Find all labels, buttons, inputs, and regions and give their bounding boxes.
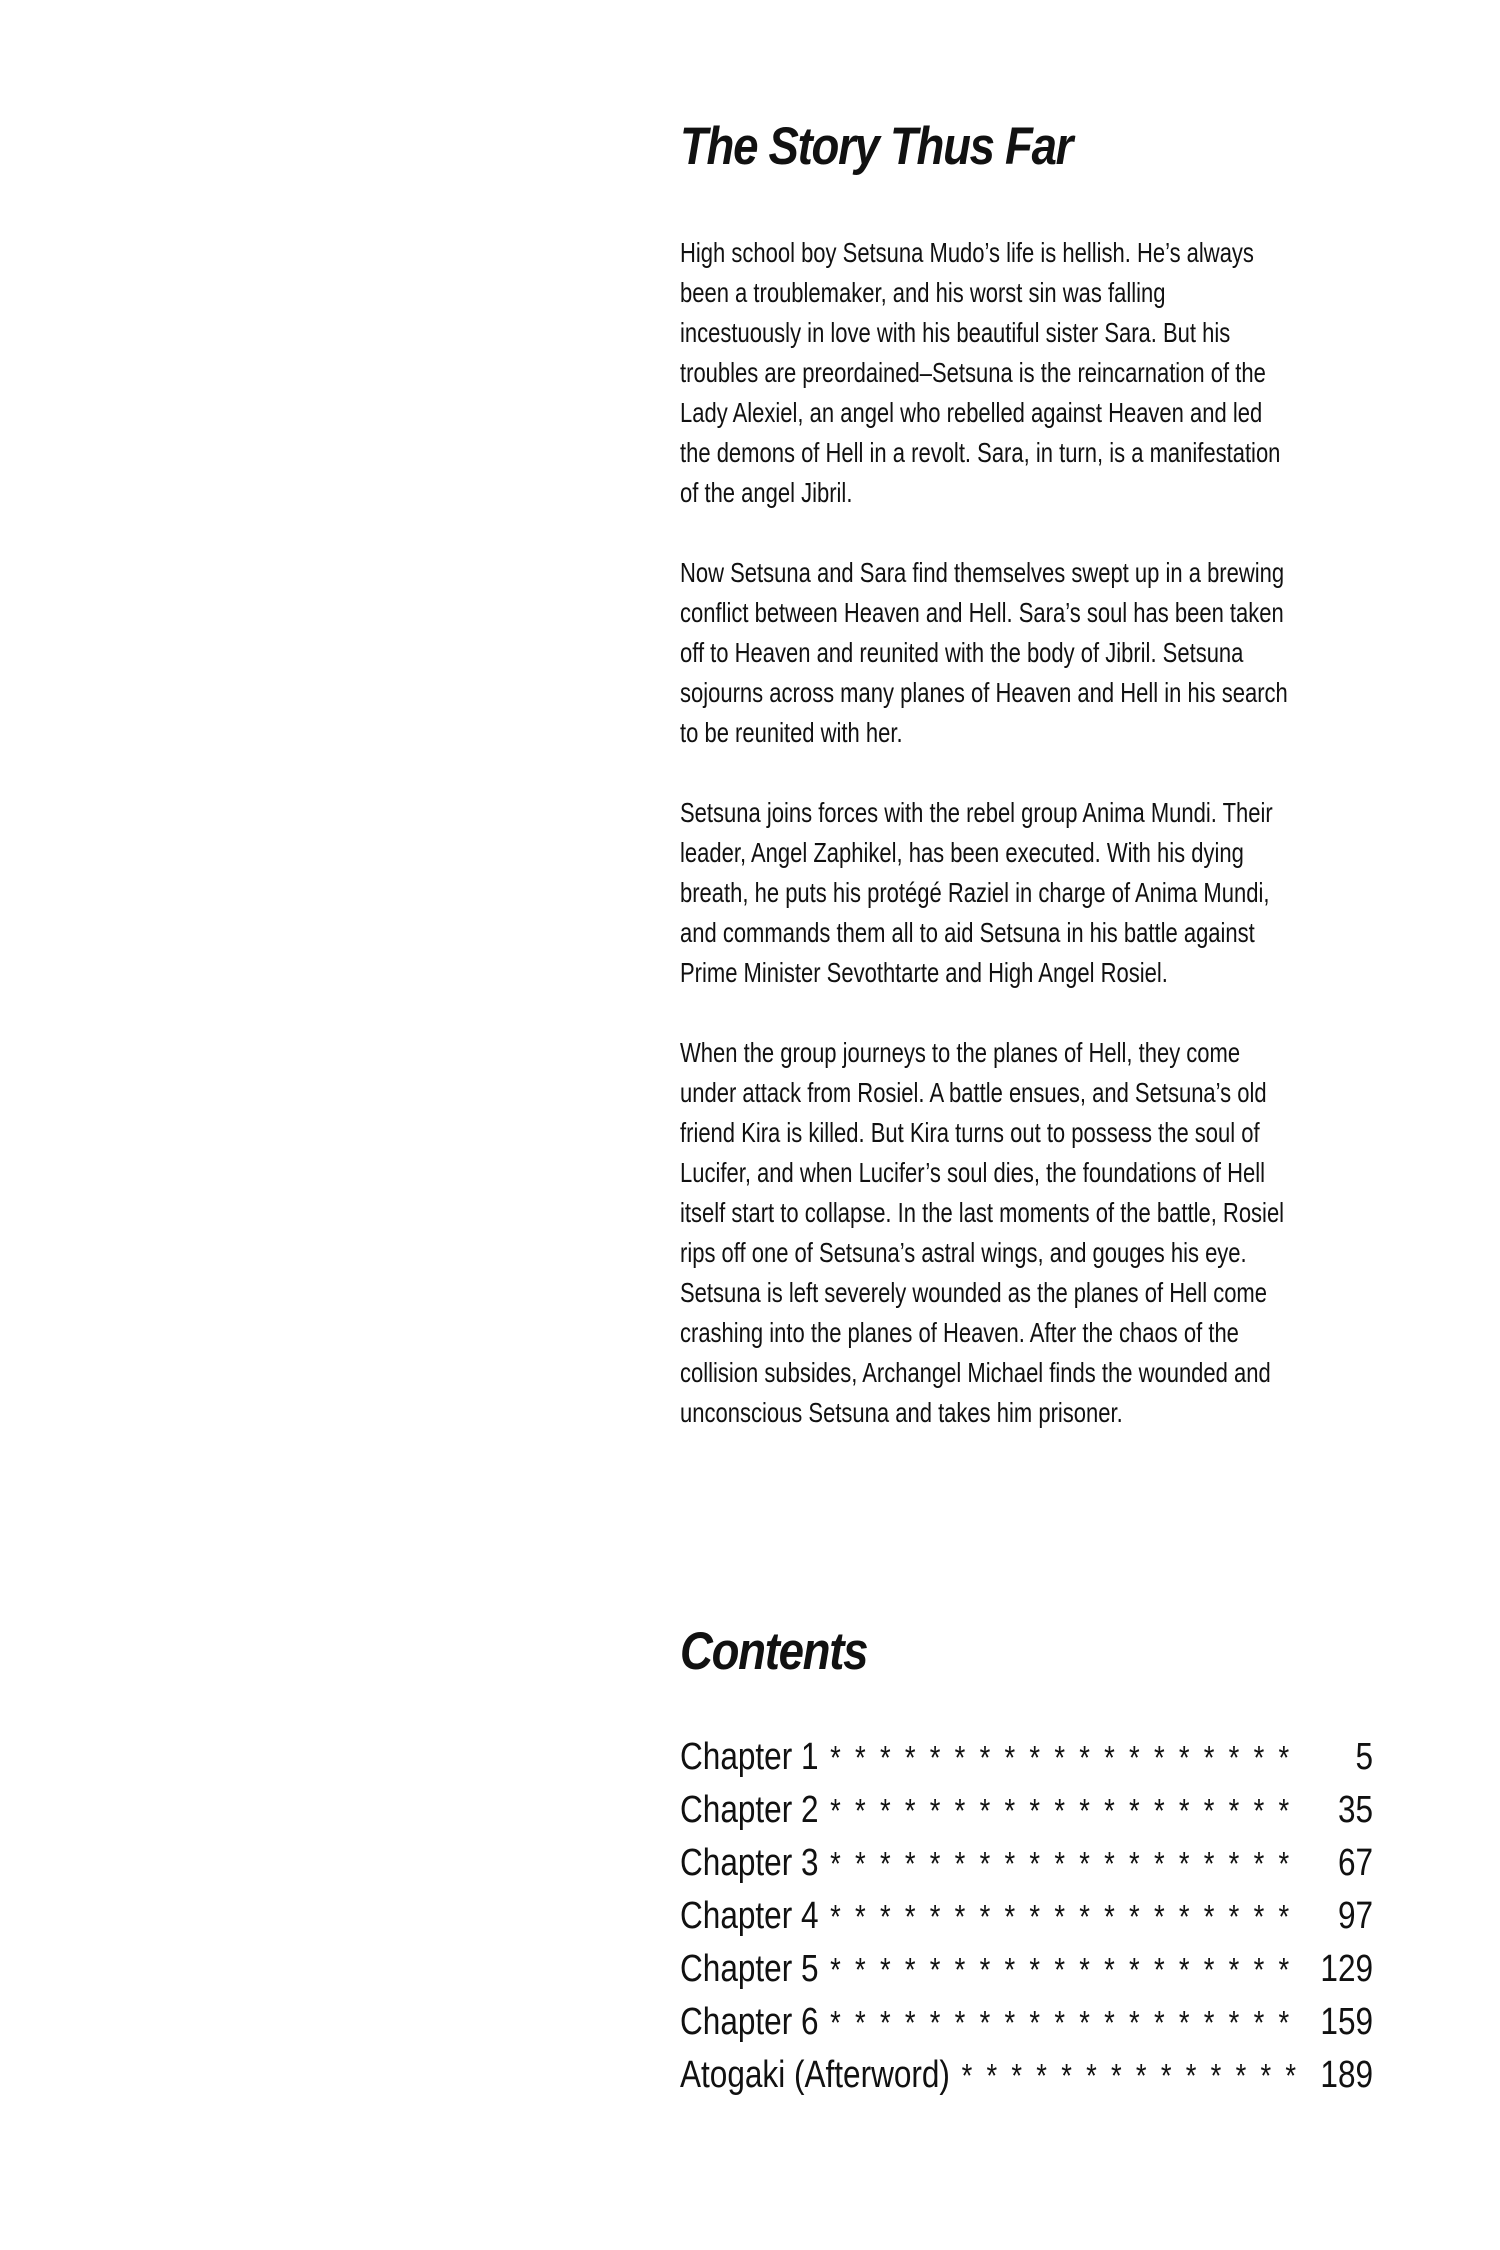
contents-section bbox=[680, 1620, 1400, 2102]
toc-entry bbox=[680, 2049, 1373, 2102]
toc-entry-leader: * * * * * * * * * * * * * * * * * * * bbox=[830, 1845, 1293, 1882]
toc-entry bbox=[680, 1731, 1373, 1784]
toc-entry bbox=[680, 1943, 1373, 1996]
toc-entry bbox=[680, 1837, 1373, 1890]
toc-entry-label: Atogaki (Afterword) bbox=[680, 2054, 950, 2096]
toc-entry-page: 35 bbox=[1337, 1789, 1374, 1831]
toc-entry bbox=[680, 1890, 1373, 1943]
contents-title: Contents bbox=[680, 1622, 868, 1681]
toc-entry-page: 129 bbox=[1320, 1948, 1374, 1990]
toc-entry-page: 97 bbox=[1337, 1895, 1374, 1937]
toc-entry-leader: * * * * * * * * * * * * * * bbox=[961, 2057, 1300, 2094]
toc-entry-label: Chapter 5 bbox=[680, 1948, 819, 1990]
toc-entry-leader: * * * * * * * * * * * * * * * * * * * bbox=[830, 1792, 1293, 1829]
toc-entry-label: Chapter 3 bbox=[680, 1842, 819, 1884]
toc-entry-page: 159 bbox=[1320, 2001, 1374, 2043]
story-paragraph: Setsuna joins forces with the rebel group Anima Mundi. Their leader, Angel Zaphikel, has been executed. With his dying breath, he puts his protégé Raziel in charge of Anima Mundi, and commands them all to aid Setsuna in his battle against Prime Minister Sevothtarte and High Angel Rosiel. bbox=[680, 797, 1273, 988]
toc-entry-label: Chapter 6 bbox=[680, 2001, 819, 2043]
story-title: The Story Thus Far bbox=[680, 117, 1073, 176]
toc-entry-leader: * * * * * * * * * * * * * * * * * * * bbox=[830, 1898, 1293, 1935]
toc-entry bbox=[680, 1784, 1373, 1837]
toc-entry-page: 67 bbox=[1337, 1842, 1374, 1884]
toc-entry-label: Chapter 1 bbox=[680, 1736, 819, 1778]
story-section bbox=[680, 115, 1400, 1473]
table-of-contents bbox=[680, 1731, 1380, 2102]
story-paragraph: High school boy Setsuna Mudo’s life is hellish. He’s always been a troublemaker, and his worst sin was falling incestuously in love with his beautiful sister Sara. But his troubles are preordained–Setsuna is the reincarnation of the Lady Alexiel, an angel who rebelled against Heaven and led the demons of Hell in a revolt. Sara, in turn, is a manifestation of the angel Jibril. bbox=[680, 237, 1281, 508]
toc-entry-page: 5 bbox=[1355, 1736, 1374, 1778]
toc-entry-leader: * * * * * * * * * * * * * * * * * * * bbox=[830, 1951, 1293, 1988]
toc-entry bbox=[680, 1996, 1373, 2049]
toc-entry-leader: * * * * * * * * * * * * * * * * * * * bbox=[830, 2004, 1293, 2041]
story-body bbox=[680, 233, 1400, 1433]
toc-entry-label: Chapter 4 bbox=[680, 1895, 819, 1937]
toc-entry-page: 189 bbox=[1320, 2054, 1374, 2096]
toc-entry-label: Chapter 2 bbox=[680, 1789, 819, 1831]
toc-entry-leader: * * * * * * * * * * * * * * * * * * * bbox=[830, 1739, 1293, 1776]
story-paragraph: When the group journeys to the planes of Hell, they come under attack from Rosiel. A battle ensues, and Setsuna’s old friend Kira is killed. But Kira turns out to possess the soul of Lucifer, and when Lucifer’s soul dies, the foundations of Hell itself start to collapse. In the last moments of the battle, Rosiel rips off one of Setsuna’s astral wings, and gouges his eye. Setsuna is left severely wounded as the planes of Hell come crashing into the planes of Heaven. After the chaos of the collision subsides, Archangel Michael finds the wounded and unconscious Setsuna and takes him prisoner. bbox=[680, 1037, 1285, 1428]
story-paragraph: Now Setsuna and Sara find themselves swept up in a brewing conflict between Heaven and Hell. Sara’s soul has been taken off to Heaven and reunited with the body of Jibril. Setsuna sojourns across many planes of Heaven and Hell in his search to be reunited with her. bbox=[680, 557, 1288, 748]
